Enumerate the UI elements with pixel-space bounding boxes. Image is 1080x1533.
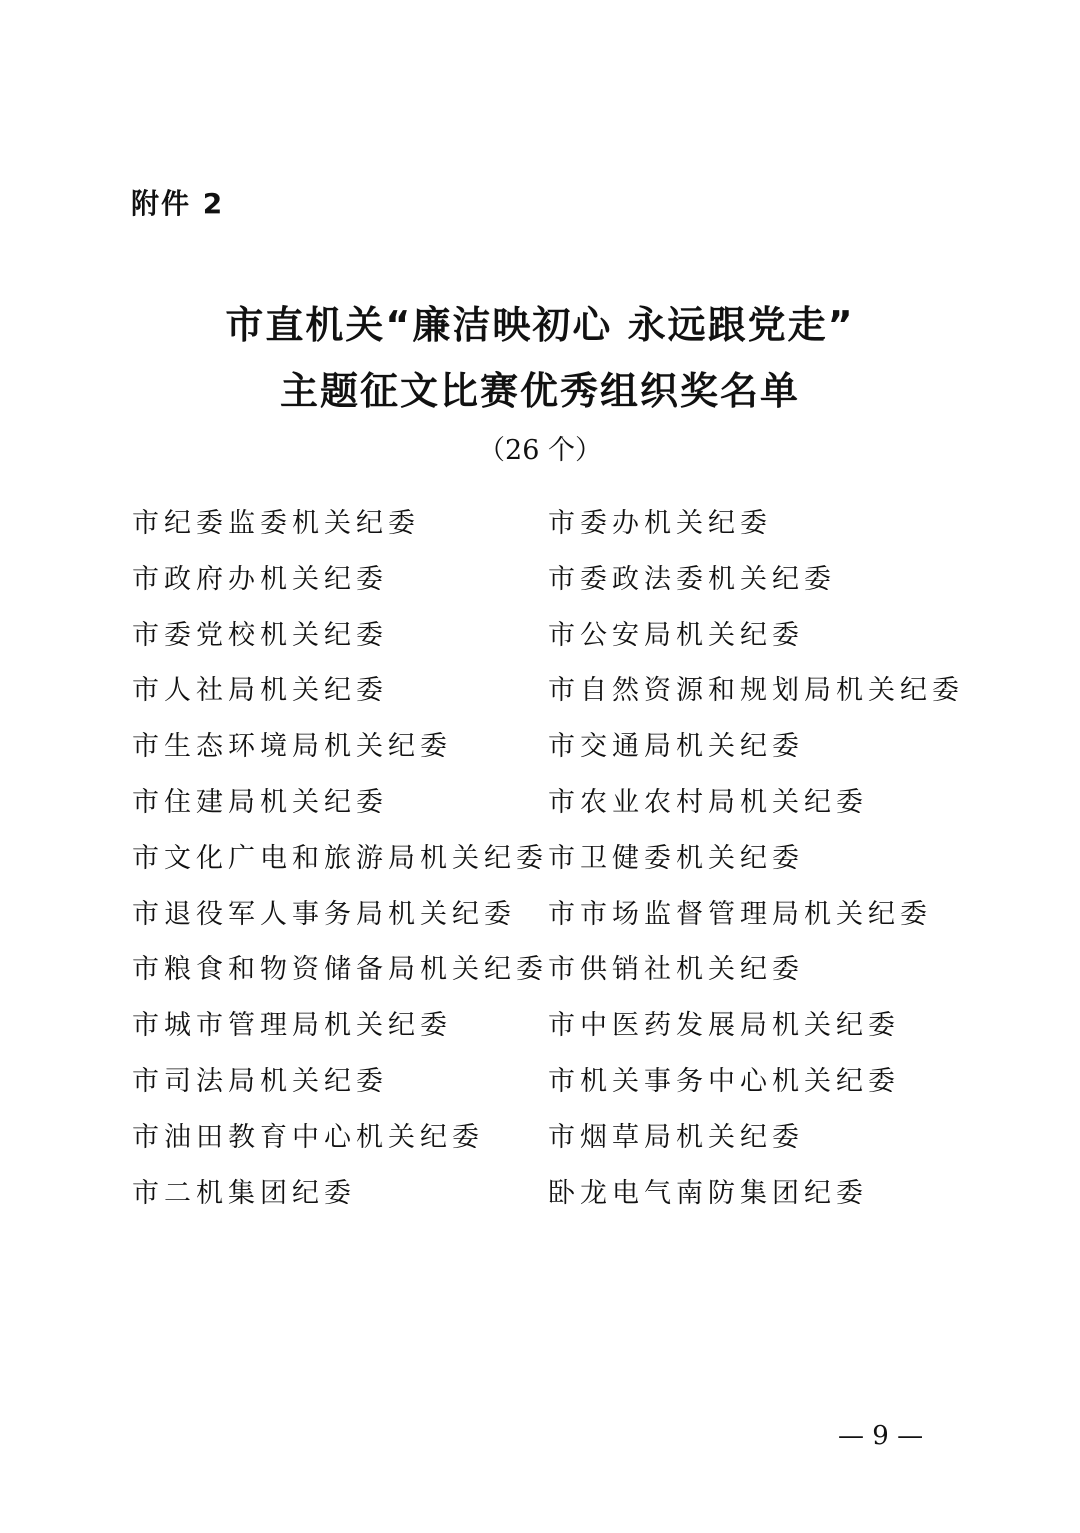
list-item: 市委办机关纪委 — [548, 508, 772, 539]
list-item: 市政府办机关纪委 — [132, 563, 388, 595]
list-item: 市纪委监委机关纪委 — [132, 508, 420, 539]
attachment-label: 附件 2 — [131, 187, 225, 220]
title-line-1: 市直机关“廉洁映初心 永远跟党走” — [225, 303, 855, 347]
list-item: 市退役军人事务局机关纪委 — [132, 898, 516, 930]
left-column — [132, 500, 548, 1225]
list-item: 市二机集团纪委 — [132, 1177, 356, 1209]
list-item: 市供销社机关纪委 — [548, 954, 804, 986]
list-item: 市农业农村局机关纪委 — [548, 786, 868, 818]
list-item: 市中医药发展局机关纪委 — [548, 1010, 900, 1042]
list-item: 市市场监督管理局机关纪委 — [548, 898, 932, 930]
award-count: （26 个） — [478, 435, 602, 466]
list-item: 市机关事务中心机关纪委 — [548, 1065, 900, 1097]
list-item: 市油田教育中心机关纪委 — [132, 1121, 484, 1153]
list-item: 市人社局机关纪委 — [132, 675, 388, 707]
list-item: 市卫健委机关纪委 — [548, 842, 804, 874]
list-item: 市交通局机关纪委 — [548, 731, 804, 763]
award-list — [0, 500, 1080, 1209]
list-item: 卧龙电气南防集团纪委 — [548, 1177, 868, 1209]
list-item: 市自然资源和规划局机关纪委 — [548, 675, 964, 707]
list-item: 市粮食和物资储备局机关纪委 — [132, 954, 548, 986]
page-number: — 9 — — [838, 1421, 924, 1451]
right-column — [548, 500, 968, 1225]
list-item: 市生态环境局机关纪委 — [132, 731, 452, 763]
list-item: 市城市管理局机关纪委 — [132, 1010, 452, 1042]
list-item: 市住建局机关纪委 — [132, 786, 388, 818]
list-item: 市委党校机关纪委 — [132, 619, 388, 651]
list-item: 市文化广电和旅游局机关纪委 — [132, 842, 548, 874]
list-item: 市公安局机关纪委 — [548, 619, 804, 651]
list-item: 市委政法委机关纪委 — [548, 563, 836, 595]
document-title — [0, 292, 1080, 472]
list-item: 市烟草局机关纪委 — [548, 1121, 804, 1153]
list-item: 市司法局机关纪委 — [132, 1065, 388, 1097]
title-line-2: 主题征文比赛优秀组织奖名单 — [279, 369, 800, 413]
